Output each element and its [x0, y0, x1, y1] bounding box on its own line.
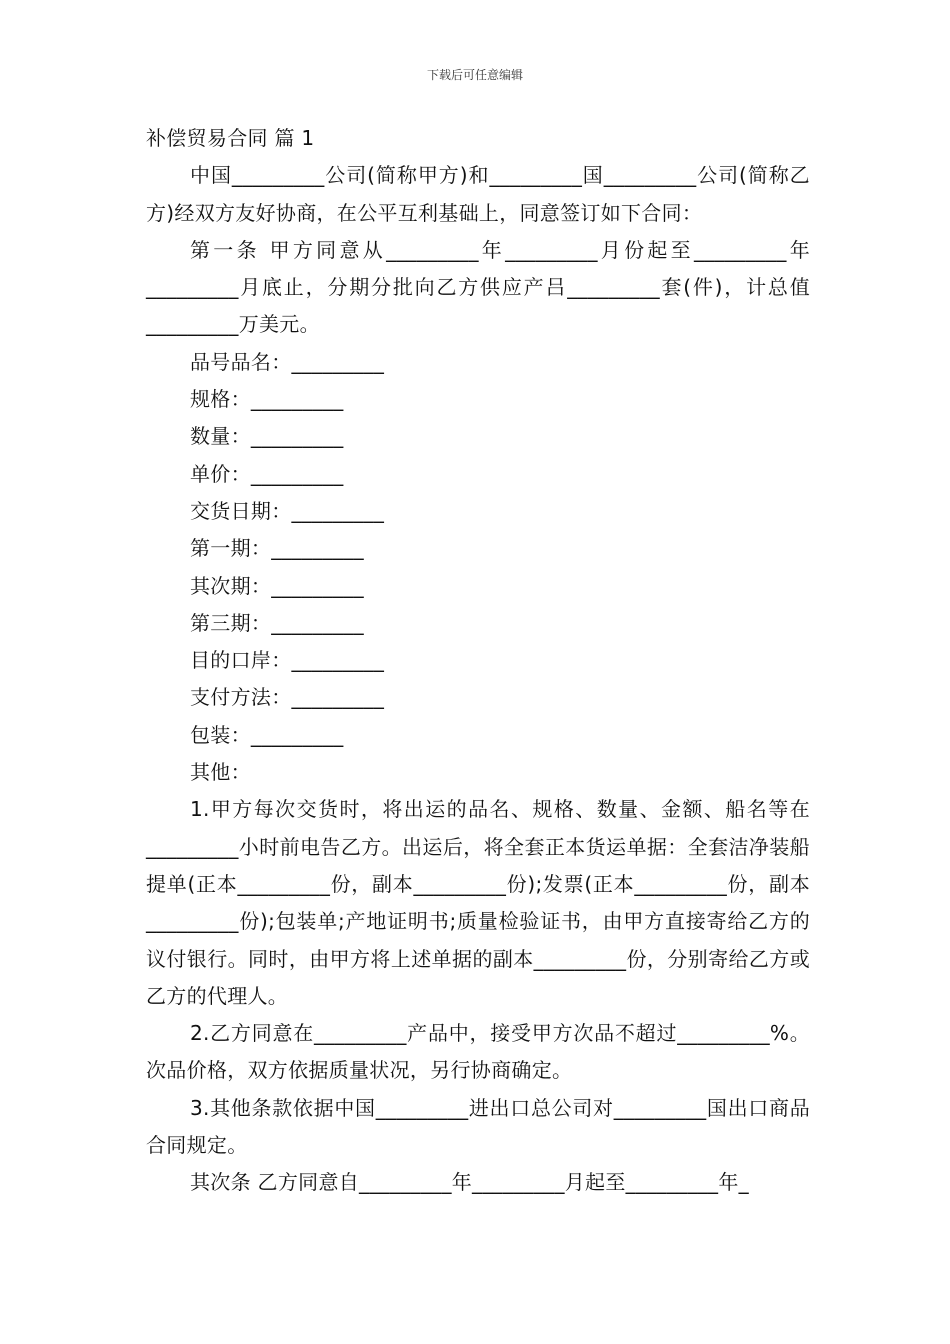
field-phase-2: 其次期：_________	[190, 573, 364, 598]
article-1: 第一条 甲方同意从_________年_________月份起至_________年_________月底止，分期分批向乙方供应产吕_________套(件)，计总值_________万美元。	[146, 237, 810, 337]
field-phase-3: 第三期：_________	[190, 610, 364, 635]
field-other: 其他：	[190, 760, 251, 785]
field-destination-port: 目的口岸：_________	[190, 648, 385, 673]
contract-body	[146, 120, 810, 1202]
field-delivery-date: 交货日期：_________	[190, 498, 385, 523]
field-packaging: 包装：_________	[190, 722, 344, 747]
field-quantity: 数量：_________	[190, 424, 344, 449]
clause-2: 2.乙方同意在_________产品中，接受甲方次品不超过_________%。次品价格，双方依据质量状况，另行协商确定。	[146, 1021, 810, 1083]
field-payment-method: 支付方法：_________	[190, 685, 385, 710]
field-unit-price: 单价：_________	[190, 461, 344, 486]
field-phase-1: 第一期：_________	[190, 536, 364, 561]
clause-1: 1.甲方每次交货时，将出运的品名、规格、数量、金额、船名等在_________小时前电告乙方。出运后，将全套正本货运单据：全套洁净装船提单(正本_________份，副本_________份);发票(正本_________份，副本_________份);包装单;产地证明书;质量检验证书，由甲方直接寄给乙方的议付银行。同时，由甲方将上述单据的副本_________份，分别寄给乙方或乙方的代理人。	[146, 797, 810, 1008]
clause-3: 3.其他条款依据中国_________进出口总公司对_________国出口商品合同规定。	[146, 1095, 810, 1158]
field-specification: 规格：_________	[190, 387, 344, 412]
intro-paragraph: 中国_________公司(简称甲方)和_________国_________公司(简称乙方)经双方友好协商，在公平互利基础上，同意签订如下合同：	[146, 163, 810, 225]
article-2: 其次条 乙方同意自_________年_________月起至_________年_	[190, 1170, 749, 1195]
page-header: 下载后可任意编辑	[426, 68, 523, 82]
field-product-name: 品号品名：_________	[190, 349, 385, 374]
contract-title: 补偿贸易合同 篇 1	[146, 126, 315, 150]
